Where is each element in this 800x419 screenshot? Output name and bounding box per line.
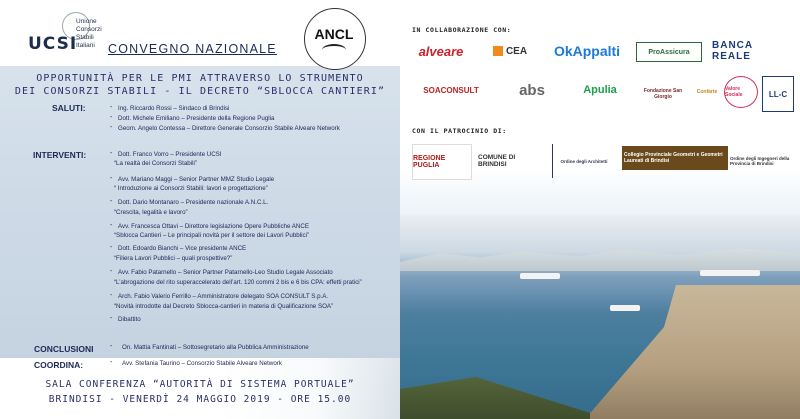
coordina-item: Avv. Stefania Taurino – Consorzio Stabile Alveare Network xyxy=(122,360,282,367)
ucsi-line: Italiani xyxy=(76,42,95,49)
dash: - xyxy=(110,222,113,229)
boat xyxy=(610,305,640,311)
dash: - xyxy=(110,268,113,275)
speaker-name: Dott. Franco Vorro – Presidente UCSI xyxy=(118,151,222,158)
llc-logo: LL-C xyxy=(762,76,794,112)
ucsi-logo-lines xyxy=(76,18,102,50)
cea-logo xyxy=(486,40,534,62)
architetti-logo: Ordine degli Architetti xyxy=(552,144,615,178)
speaker-topic: “L’abrogazione del rito superaccelerato dell’art. 120 commi 2 bis e 6 bis CPA: effetti pratici” xyxy=(114,279,362,286)
abs-logo: abs xyxy=(519,81,545,99)
dash: - xyxy=(110,359,113,366)
ucsi-logo-text: UCSI xyxy=(28,34,78,54)
regione-puglia-logo: REGIONE PUGLIA xyxy=(412,144,472,180)
dash: - xyxy=(110,150,113,157)
confarte-logo: Confarte xyxy=(696,89,718,95)
dash: - xyxy=(110,124,113,131)
speaker-topic: “Filiera Lavori Pubblici – quali prospettive?” xyxy=(114,255,233,262)
ucsi-line: Unione xyxy=(76,18,97,25)
valore-sociale-logo: Valore Sociale xyxy=(724,76,758,108)
coordina-label: COORDINA: xyxy=(34,360,84,370)
boat xyxy=(700,270,760,276)
dash: - xyxy=(110,315,113,322)
foreground-trees xyxy=(400,365,590,419)
comune-brindisi-logo: COMUNE DI BRINDISI xyxy=(478,154,516,168)
ucsi-line: Consorzi xyxy=(76,26,102,33)
saluti-item: Dott. Michele Emiliano – Presidente della Regione Puglia xyxy=(118,115,275,122)
fondazione-logo: Fondazione San Giorgio xyxy=(643,88,683,100)
dash: - xyxy=(110,343,113,350)
alveare-logo: alveare xyxy=(418,43,464,59)
title-line-2: DEI CONSORZI STABILI - IL DECRETO “SBLOCCA CANTIERI” xyxy=(14,86,386,97)
okappalti-logo: OkAppalti xyxy=(553,43,621,59)
speaker-topic: “ Introduzione ai Consorzi Stabili: lavori e progettazione” xyxy=(114,185,268,192)
speaker-name: Dibattito xyxy=(118,316,141,323)
soaconsult-logo: SOACONSULT xyxy=(423,85,479,95)
conclusioni-label: CONCLUSIONI xyxy=(34,344,94,354)
speaker-name: Dott. Dario Montanaro – Presidente nazionale A.N.C.L. xyxy=(118,199,269,206)
speaker-topic: “Novità introdotte dal Decreto Sblocca-cantieri in materia di Qualificazione SOA” xyxy=(114,303,334,310)
book-icon xyxy=(322,44,346,56)
event-title xyxy=(0,72,400,98)
title-line-1: OPPORTUNITÀ PER LE PMI ATTRAVERSO LO STRUMENTO xyxy=(36,73,364,84)
banca-reale-logo: BANCA REALE xyxy=(712,40,753,62)
conclusioni-item: On. Mattia Fantinati – Sottosegretario alla Pubblica Amministrazione xyxy=(122,344,309,351)
apulia-logo: Apulia xyxy=(583,84,617,96)
dash: - xyxy=(110,175,113,182)
ancl-logo xyxy=(304,8,368,70)
patrocinio-heading: CON IL PATROCINIO DI: xyxy=(412,127,507,135)
speaker-name: Avv. Francesca Ottavi – Direttore legislazione Opere Pubbliche ANCE xyxy=(118,223,309,230)
collegio-geometri-logo: Collegio Provinciale Geometri e Geometri Laureati di Brindisi xyxy=(622,146,728,170)
boat xyxy=(520,273,560,279)
dash: - xyxy=(110,292,113,299)
venue: SALA CONFERENZA “AUTORITÀ DI SISTEMA PORTUALE” xyxy=(45,379,355,390)
speaker-name: Avv. Mariano Maggi – Senior Partner MMZ Studio Legale xyxy=(118,176,275,183)
ingegneri-logo: Ordine degli Ingegneri della Provincia di Brindisi xyxy=(730,156,790,166)
speaker-topic: “Crescita, legalità e lavoro” xyxy=(114,209,188,216)
dash: - xyxy=(110,244,113,251)
date-time: BRINDISI - VENERDÌ 24 MAGGIO 2019 - ORE 15.00 xyxy=(48,394,352,405)
speaker-topic: “La realtà dei Consorzi Stabili” xyxy=(114,160,197,167)
dash: - xyxy=(110,198,113,205)
saluti-item: Geom. Angelo Contessa – Direttore Generale Consorzio Stabile Alveare Network xyxy=(118,125,340,132)
city-skyline xyxy=(400,241,800,271)
proassicura-logo: ProAssicura xyxy=(636,42,702,62)
dash: - xyxy=(110,114,113,121)
speaker-name: Arch. Fabio Valerio Ferrillo – Amministratore delegato SOA CONSULT S.p.A. xyxy=(118,293,329,300)
ucsi-logo xyxy=(28,18,102,58)
ucsi-line: Stabili xyxy=(76,34,94,41)
dash: - xyxy=(110,104,113,111)
collab-heading: IN COLLABORAZIONE CON: xyxy=(412,26,512,34)
cea-icon xyxy=(493,46,503,56)
convegno-heading: CONVEGNO NAZIONALE xyxy=(108,42,277,56)
cea-logo-text: CEA xyxy=(505,45,528,57)
speaker-name: Avv. Fabio Patarnello – Senior Partner Patarnello-Leo Studio Legale Associato xyxy=(118,269,333,276)
harbor-photo xyxy=(400,215,800,419)
ancl-logo-text: ANCL xyxy=(314,26,354,42)
saluti-item: Ing. Riccardo Rossi – Sindaco di Brindisi xyxy=(118,105,230,112)
speaker-name: Dott. Edoardo Bianchi – Vice presidente ANCE xyxy=(118,245,247,252)
saluti-label: SALUTI: xyxy=(52,103,86,113)
interventi-label: INTERVENTI: xyxy=(33,150,87,160)
speaker-topic: “Sblocca Cantieri – Le principali novità per il settore dei Lavori Pubblici” xyxy=(114,232,310,239)
